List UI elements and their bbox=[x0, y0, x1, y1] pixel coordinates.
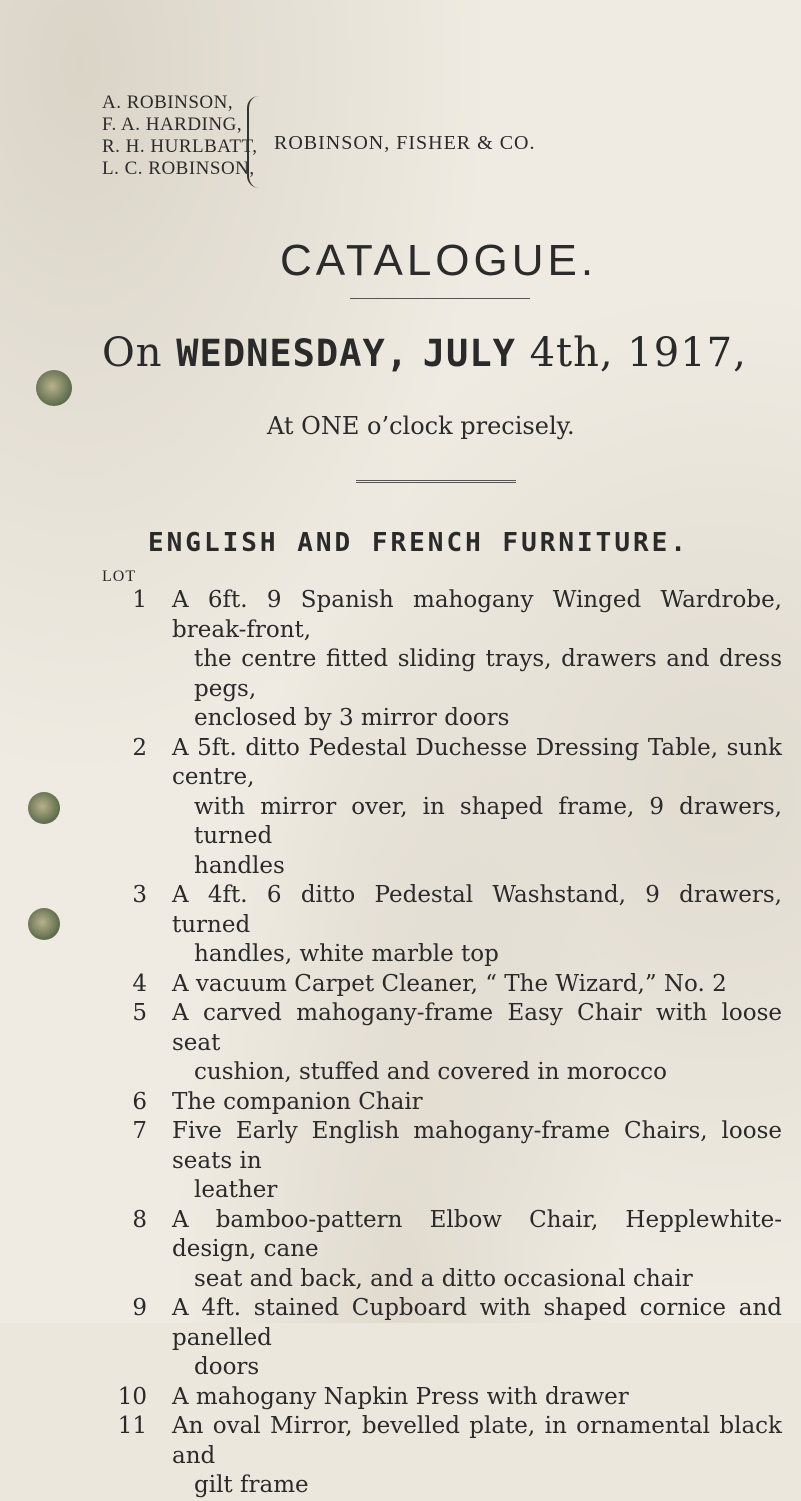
date-month: JULY bbox=[422, 332, 516, 375]
lot-description-line: A carved mahogany-frame Easy Chair with loose seat bbox=[172, 1000, 782, 1056]
lot-description bbox=[172, 1383, 782, 1413]
lot-number: 3 bbox=[132, 882, 147, 908]
lot-item bbox=[102, 1383, 782, 1413]
partner-name: R. H. HURLBATT, bbox=[102, 136, 258, 157]
sale-date bbox=[102, 330, 747, 376]
lot-description bbox=[172, 1412, 782, 1501]
lot-number: 6 bbox=[132, 1088, 147, 1115]
lot-description-line: doors bbox=[194, 1354, 260, 1380]
lot-number: 1 bbox=[132, 587, 147, 613]
lot-description-line: the centre fitted sliding trays, drawers and dress pegs, bbox=[194, 646, 782, 702]
lot-description-line: gilt frame bbox=[194, 1472, 309, 1498]
divider bbox=[350, 298, 530, 299]
lot-description-line: A mahogany Napkin Press with drawer bbox=[172, 1383, 629, 1410]
lot-description bbox=[172, 586, 782, 734]
lot-item bbox=[102, 1206, 782, 1295]
lot-description-line: A vacuum Carpet Cleaner, “ The Wizard,” No. 2 bbox=[172, 970, 727, 997]
lot-description bbox=[172, 999, 782, 1088]
punch-hole bbox=[28, 908, 60, 940]
lot-item bbox=[102, 1088, 782, 1118]
lot-number: 9 bbox=[132, 1295, 147, 1321]
lot-description-line: with mirror over, in shaped frame, 9 drawers, turned bbox=[194, 793, 782, 849]
lot-description bbox=[172, 1088, 782, 1118]
lot-number: 2 bbox=[132, 734, 147, 761]
lot-description-line: handles bbox=[194, 852, 285, 879]
lot-item bbox=[102, 1294, 782, 1383]
lot-column-header: LOT bbox=[102, 568, 137, 585]
lot-description-line: seat and back, and a ditto occasional chair bbox=[194, 1265, 693, 1292]
brace bbox=[247, 96, 261, 188]
lot-description bbox=[172, 1294, 782, 1383]
date-day: 4th, 1917, bbox=[529, 330, 747, 376]
lot-list bbox=[102, 586, 782, 1501]
partner-name: L. C. ROBINSON, bbox=[102, 158, 255, 179]
lot-description bbox=[172, 970, 782, 1000]
lot-description-line: Five Early English mahogany-frame Chairs, loose seats in bbox=[172, 1118, 782, 1174]
punch-hole bbox=[28, 792, 60, 824]
lot-item bbox=[102, 881, 782, 970]
partner-name: A. ROBINSON, bbox=[102, 92, 234, 113]
lot-description-line: handles, white marble top bbox=[194, 941, 499, 967]
firm-name: ROBINSON, FISHER & CO. bbox=[274, 132, 536, 154]
document-title: CATALOGUE. bbox=[280, 236, 598, 285]
section-heading: ENGLISH AND FRENCH FURNITURE. bbox=[148, 528, 689, 558]
lot-item bbox=[102, 999, 782, 1088]
lot-item bbox=[102, 1412, 782, 1501]
lot-description bbox=[172, 1206, 782, 1295]
lot-description-line: leather bbox=[194, 1177, 278, 1203]
divider bbox=[356, 480, 516, 483]
lot-number: 10 bbox=[117, 1383, 147, 1410]
lot-description bbox=[172, 1117, 782, 1206]
lot-number: 11 bbox=[117, 1413, 147, 1439]
lot-description-line: The companion Chair bbox=[172, 1088, 423, 1115]
lot-description-line: A 6ft. 9 Spanish mahogany Winged Wardrobe, break-front, bbox=[172, 587, 782, 643]
sale-time: At ONE o’clock precisely. bbox=[267, 412, 575, 440]
lot-description bbox=[172, 881, 782, 970]
lot-description-line: A bamboo-pattern Elbow Chair, Hepplewhite-design, cane bbox=[172, 1206, 782, 1262]
lot-item bbox=[102, 1117, 782, 1206]
lot-description-line: enclosed by 3 mirror doors bbox=[194, 705, 510, 731]
date-prefix: On bbox=[102, 330, 163, 376]
lot-number: 8 bbox=[132, 1206, 147, 1233]
lot-description-line: cushion, stuffed and covered in morocco bbox=[194, 1059, 667, 1085]
partner-name: F. A. HARDING, bbox=[102, 114, 243, 135]
lot-description-line: A 4ft. 6 ditto Pedestal Washstand, 9 drawers, turned bbox=[172, 882, 782, 938]
lot-description-line: A 4ft. stained Cupboard with shaped cornice and panelled bbox=[172, 1295, 782, 1351]
lot-item bbox=[102, 586, 782, 734]
date-weekday: WEDNESDAY, bbox=[176, 332, 410, 375]
partner-names bbox=[102, 92, 257, 180]
lot-description bbox=[172, 734, 782, 882]
lot-item bbox=[102, 734, 782, 882]
lot-item bbox=[102, 970, 782, 1000]
lot-number: 7 bbox=[132, 1118, 147, 1144]
lot-number: 4 bbox=[132, 970, 147, 997]
lot-number: 5 bbox=[132, 1000, 147, 1026]
punch-hole bbox=[36, 370, 72, 406]
lot-description-line: A 5ft. ditto Pedestal Duchesse Dressing Table, sunk centre, bbox=[172, 734, 782, 790]
lot-description-line: An oval Mirror, bevelled plate, in ornamental black and bbox=[172, 1413, 782, 1469]
